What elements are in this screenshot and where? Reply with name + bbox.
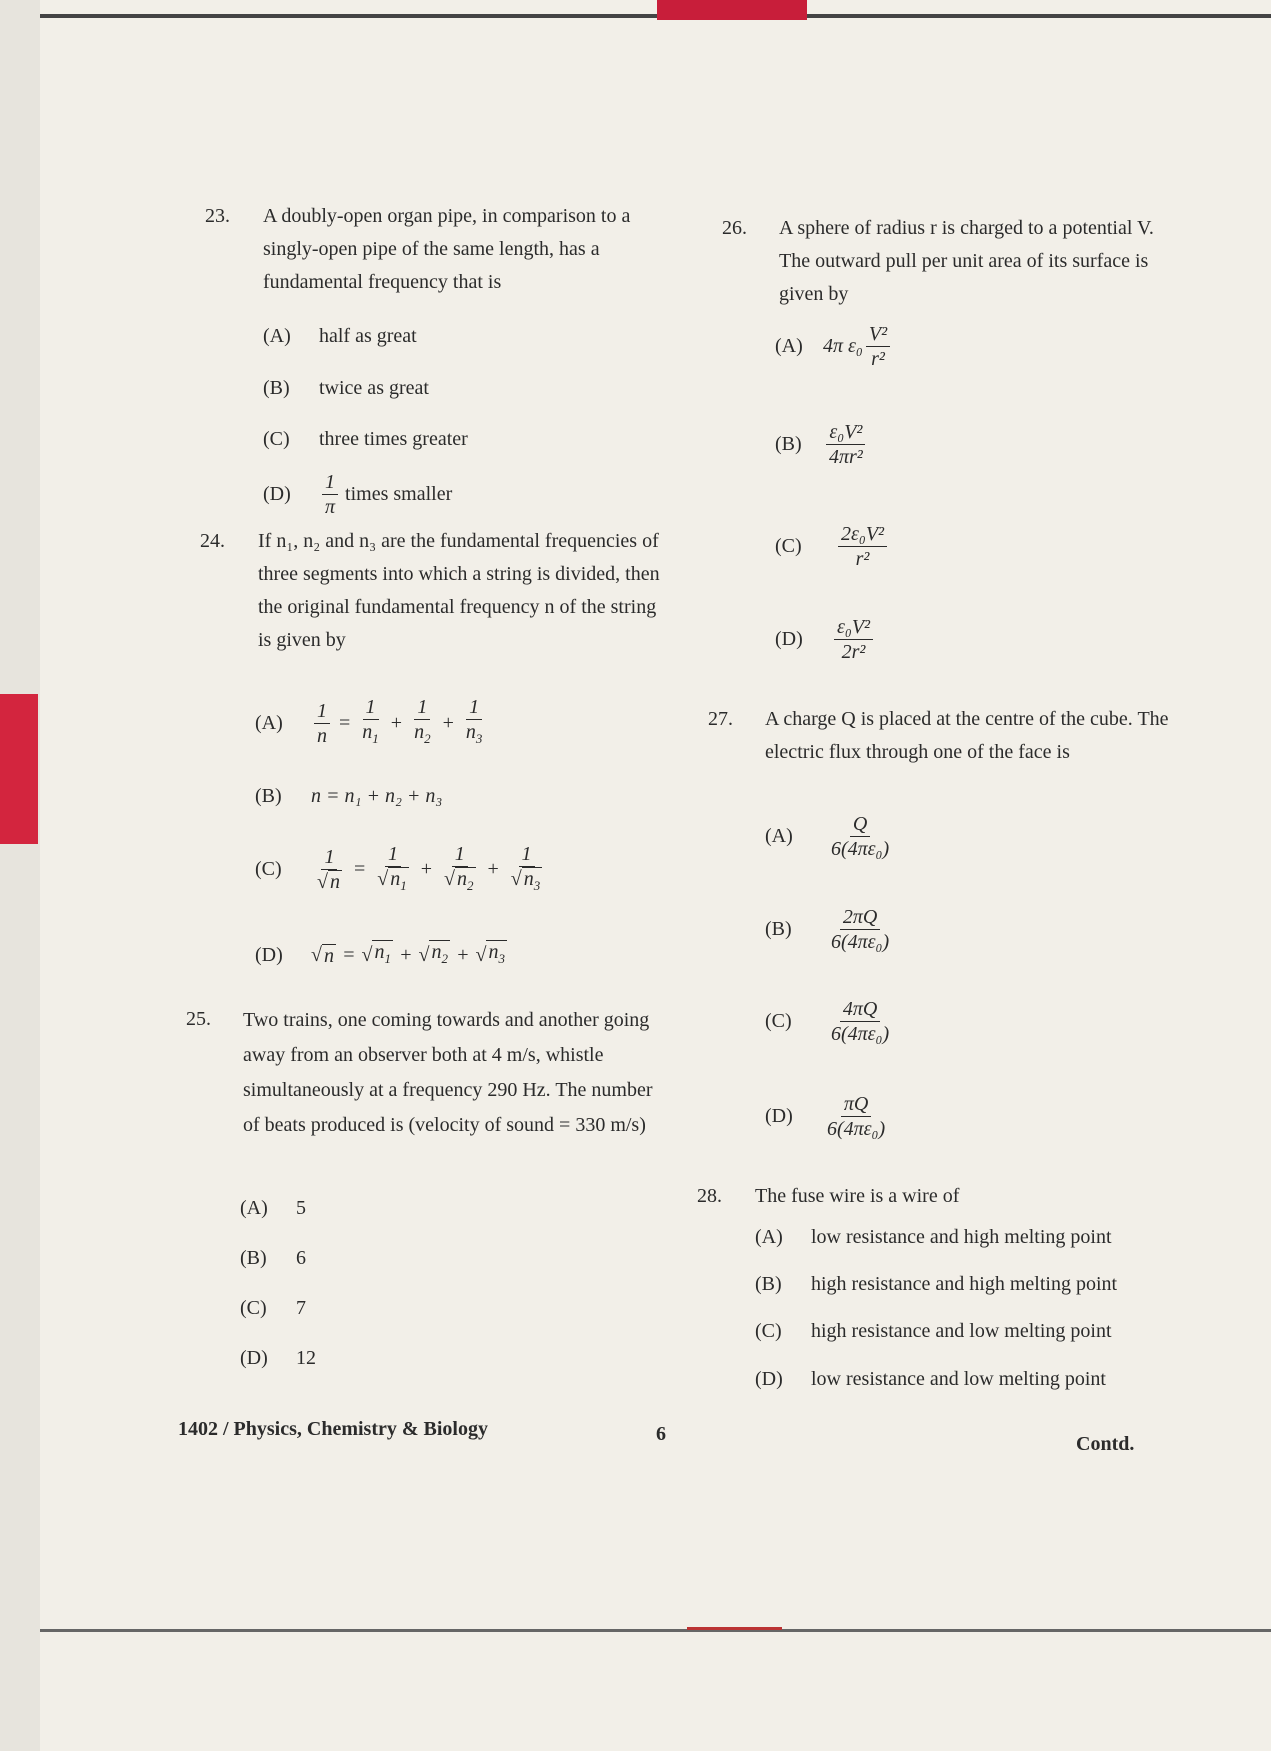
q27-option-b <box>765 905 895 954</box>
question-text: A charge Q is placed at the centre of the cube. The electric flux through one of the face is <box>765 708 1169 763</box>
paper-code: 1402 / Physics, Chemistry & Biology <box>178 1418 488 1440</box>
option-label: (D) <box>775 628 803 650</box>
page-number: 6 <box>656 1423 666 1445</box>
option-label: (D) <box>240 1347 268 1369</box>
bottom-rule <box>40 1629 1271 1632</box>
q27-option-d <box>765 1092 891 1141</box>
contd-note: Contd. <box>1076 1433 1135 1455</box>
fraction: $\frac{\text{2ε₀V²}}{\text{r²}}$ <box>838 522 887 571</box>
option-text: 7 <box>296 1297 306 1319</box>
option-label: (B) <box>255 785 282 807</box>
option-label: (C) <box>775 535 802 557</box>
option-label: (A) <box>775 335 803 357</box>
top-rule <box>40 14 1271 18</box>
option-label: (A) <box>263 325 291 347</box>
question-text: The fuse wire is a wire of <box>755 1185 960 1207</box>
q26-option-b <box>775 420 869 469</box>
option-text: times smaller <box>345 483 453 505</box>
option-prefix: 4π ε₀ <box>823 335 863 357</box>
option-label: (A) <box>240 1197 268 1219</box>
q28-option-c <box>755 1320 1112 1343</box>
q27-option-c <box>765 997 895 1046</box>
option-label: (B) <box>775 433 802 455</box>
fraction: $\frac{\text{ε₀V²}}{\text{4πr²}}$ <box>826 420 866 469</box>
q25-option-a <box>240 1197 306 1220</box>
q24-option-d: (D) √ n = √ $n_1$ + √ $n_2$ + √ $n_3$ <box>255 940 507 970</box>
question-text: A doubly-open organ pipe, in comparison to a singly-open pipe of the same length, has a fundamental frequency that is <box>263 205 631 293</box>
option-text: 5 <box>296 1197 306 1219</box>
page-margin-shadow <box>0 0 40 1751</box>
option-label: (C) <box>263 428 290 450</box>
question-number: 26. <box>722 217 747 239</box>
question-number: 24. <box>200 530 225 552</box>
option-text: twice as great <box>319 377 429 399</box>
q26-option-a <box>775 322 893 371</box>
option-label: (D) <box>755 1368 783 1390</box>
option-label: (B) <box>240 1247 267 1269</box>
question-number: 27. <box>708 708 733 730</box>
q25-option-b <box>240 1247 306 1270</box>
option-text: half as great <box>319 325 417 347</box>
option-label: (C) <box>255 858 282 880</box>
side-red-tab <box>0 694 38 844</box>
option-label: (B) <box>765 918 792 940</box>
option-text: high resistance and high melting point <box>811 1273 1118 1295</box>
q25-option-d <box>240 1347 316 1370</box>
option-label: (B) <box>263 377 290 399</box>
fraction: $\frac{1}{\pi}$ <box>322 470 338 519</box>
q23-option-a <box>263 325 417 348</box>
fraction: $\frac{4\pi Q}{\text{6(4πε₀)}}$ <box>831 998 890 1045</box>
question-number: 28. <box>697 1185 722 1207</box>
option-text: low resistance and high melting point <box>811 1226 1112 1248</box>
question-number: 23. <box>205 205 230 227</box>
q23-option-c <box>263 428 468 451</box>
option-label: (D) <box>263 483 291 505</box>
option-text: 12 <box>296 1347 316 1369</box>
bottom-red-mark <box>687 1627 782 1630</box>
option-text: high resistance and low melting point <box>811 1320 1112 1342</box>
q27-option-a <box>765 812 895 861</box>
option-label: (C) <box>240 1297 267 1319</box>
question-text: Two trains, one coming towards and another going away from an observer both at 4 m/s, whistle simultaneously at a frequency 290 Hz. The number of beats produced is (velocity of sound = 330 m/s) <box>243 1009 653 1136</box>
q23-option-b <box>263 377 429 400</box>
question-text: If n₁, n₂ and n₃ are the fundamental frequencies of three segments into which a string is divided, then the original fundamental frequency n of the string is given by <box>258 530 660 651</box>
fraction: $\frac{\pi Q}{\text{6(4πε₀)}}$ <box>827 1093 886 1140</box>
top-red-tab <box>657 0 807 20</box>
option-text: low resistance and low melting point <box>811 1368 1106 1390</box>
option-label: (A) <box>765 825 793 847</box>
option-text: three times greater <box>319 428 468 450</box>
q26-option-d <box>775 615 876 664</box>
q28-option-b <box>755 1273 1117 1296</box>
q23-option-d <box>263 470 452 519</box>
option-label: (A) <box>755 1226 783 1248</box>
q28-option-a <box>755 1226 1112 1249</box>
q24-option-a: (A) $\frac{1}{n}$ = $\frac{1}{n_1}$ + $\frac{1}{n_2}$ + $\frac{1}{n_3}$ <box>255 696 483 747</box>
q28-option-d <box>755 1368 1106 1391</box>
fraction: $\frac{\text{V²}}{\text{r²}}$ <box>866 322 890 371</box>
fraction: $\frac{\text{ε₀V²}}{\text{2r²}}$ <box>834 615 873 664</box>
q26-option-c <box>775 522 890 571</box>
option-text: 6 <box>296 1247 306 1269</box>
option-label: (A) <box>255 711 283 734</box>
option-label: (D) <box>765 1105 793 1127</box>
option-label: (C) <box>755 1320 782 1342</box>
q24-option-c: (C) $\frac{1}{√ n}$ = $\frac{1}{√ n_1}$ + $\frac{1}{√ n_2}$ + $\frac{1}{√ n_3}$ <box>255 842 548 897</box>
question-number: 25. <box>186 1008 211 1030</box>
q25-option-c <box>240 1297 306 1320</box>
option-label: (C) <box>765 1010 792 1032</box>
question-text: A sphere of radius r is charged to a potential V. The outward pull per unit area of its surface is given by <box>779 217 1154 305</box>
fraction: $\frac{Q}{\text{6(4πε₀)}}$ <box>831 813 890 860</box>
option-text: n = n₁ + n₂ + n₃ <box>311 785 443 807</box>
q24-option-b <box>255 785 442 808</box>
option-label: (B) <box>755 1273 782 1295</box>
fraction: $\frac{2\pi Q}{\text{6(4πε₀)}}$ <box>831 906 890 953</box>
option-label: (D) <box>255 943 283 966</box>
